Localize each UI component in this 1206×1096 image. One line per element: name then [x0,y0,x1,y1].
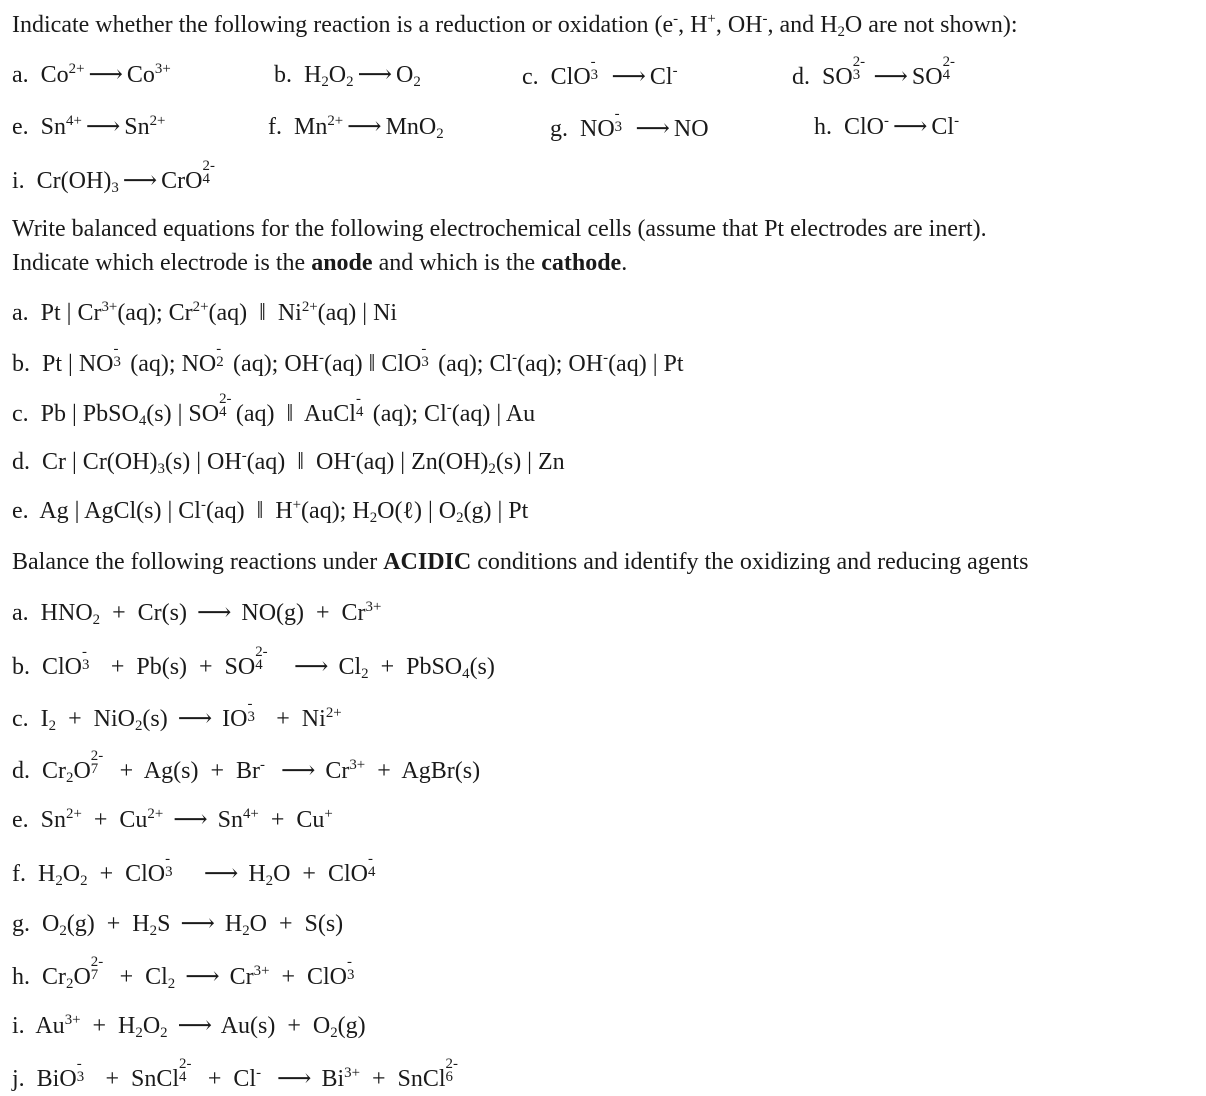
s3-item-b: b. ClO - 3 + Pb(s) + SO 2- 4 ⟶ $Cl_2$ + PbSO$_4$(s) [12,643,495,683]
s3-item-e: e. $Sn^{2+} + Cu^{2+}$ ⟶ $Sn^{4+} + Cu^+$ [12,806,333,833]
s3-item-i: i. $Au^{3+} + H_2O_2$ ⟶ $Au(s) + O_2(g)$ [12,1012,366,1042]
arrow-icon: ⟶ [277,1066,312,1092]
arrow-icon: ⟶ [180,911,215,937]
arrow-icon: ⟶ [892,114,928,140]
section2-header-line2: Indicate which electrode is the anode and which is the cathode. [12,250,628,276]
s3-item-g: g. $O_2(g) + H_2S$ ⟶ $H_2O + S(s)$ [12,911,344,940]
arrow-icon: ⟶ [177,706,213,732]
s2-item-a: a. Pt | $Cr^{3+}(aq)$; $Cr^{2+}(aq)$ ‖ $Ni^{2+}(aq)$ | Ni [12,299,398,326]
s3-item-j: j. BiO - 3 + SnCl 2- 4 + Cl- ⟶ $Bi^{3+}$ + SnCl 2- 6 [12,1055,458,1092]
arrow-icon: ⟶ [88,62,123,88]
arrow-icon: ⟶ [347,114,382,140]
s3-item-c: c. $I_2 + NiO_2(s)$ ⟶ IO - 3 + $Ni^{2+}$ [12,695,342,735]
arrow-icon: ⟶ [873,64,908,90]
arrow-icon: ⟶ [611,64,646,90]
arrow-icon: ⟶ [177,1013,213,1039]
s2-item-b: b. Pt | NO - 3 (aq); NO - 2 (aq); OH-(aq) ‖ ClO - 3 (aq); Cl-(aq); OH-(aq) | Pt [12,340,684,377]
s3-item-d: d. $Cr_2O$ 2- 7 + Ag(s) + Br- ⟶ $Cr^{3+}$ + AgBr(s) [12,747,481,787]
arrow-icon: ⟶ [294,654,329,680]
s1-item-e: e. $Sn^{4+}$ ⟶ $Sn^{2+}$ [12,113,166,140]
arrow-icon: ⟶ [357,62,392,88]
arrow-icon: ⟶ [196,600,232,626]
section3-header: Balance the following reactions under ACIDIC conditions and identify the oxidizing and reducing agents [12,549,1029,575]
acidic-term: ACIDIC [383,549,472,575]
arrow-icon: ⟶ [203,861,239,887]
s2-item-d: d. Cr | $Cr(OH)_3(s)$ | OH-(aq) ‖ OH-(aq) | $Zn(OH)_2(s)$ | Zn [12,448,565,478]
s3-item-a: a. $HNO_2 + Cr(s)$ ⟶ $NO(g) + Cr^{3+}$ [12,599,382,629]
arrow-icon: ⟶ [635,116,670,142]
s3-item-h: h. $Cr_2O$ 2- 7 + $Cl_2$ ⟶ $Cr^{3+}$ + ClO - 3 [12,953,355,993]
s1-item-h: h. ClO- ⟶ Cl- [814,113,960,140]
s1-item-a: a. $Co^{2+}$ ⟶ $Co^{3+}$ [12,61,171,88]
arrow-icon: ⟶ [85,114,121,140]
cathode-term: cathode [541,250,622,276]
section2-header-line1: Write balanced equations for the following electrochemical cells (assume that Pt electrodes are inert). [12,216,987,242]
s1-item-c: c. ClO - 3 ⟶ Cl- [522,53,678,90]
s1-item-f: f. $Mn^{2+}$ ⟶ MnO$_2$ [268,113,444,143]
anode-term: anode [311,250,373,276]
s1-item-b: b. $H_2O_2$ ⟶ $O_2$ [274,62,421,91]
s1-item-i: i. $Cr(OH)_3$ ⟶ CrO 2- 4 [12,157,215,197]
section1-header: Indicate whether the following reaction is a reduction or oxidation (e-, H+, OH-, and $H_2O$ are not shown): [12,11,1018,41]
arrow-icon: ⟶ [185,964,220,990]
s1-item-d: d. SO 2- 3 ⟶ SO 2- 4 [792,53,955,90]
s1-item-g: g. NO - 3 ⟶ NO [550,105,709,142]
s2-item-e: e. Ag | AgCl(s) | Cl-(aq) ‖ H+(aq); $H_2O(\ell)$ | $O_2(g)$ | Pt [12,497,529,527]
arrow-icon: ⟶ [173,807,208,833]
arrow-icon: ⟶ [122,168,158,194]
arrow-icon: ⟶ [280,758,316,784]
s3-item-f: f. $H_2O_2$ + ClO - 3 ⟶ $H_2O$ + ClO - 4 [12,850,376,890]
s2-item-c: c. Pb | PbSO$_4$(s) | SO 2- 4 (aq) ‖ AuCl - 4 (aq); Cl-(aq) | Au [12,390,536,430]
